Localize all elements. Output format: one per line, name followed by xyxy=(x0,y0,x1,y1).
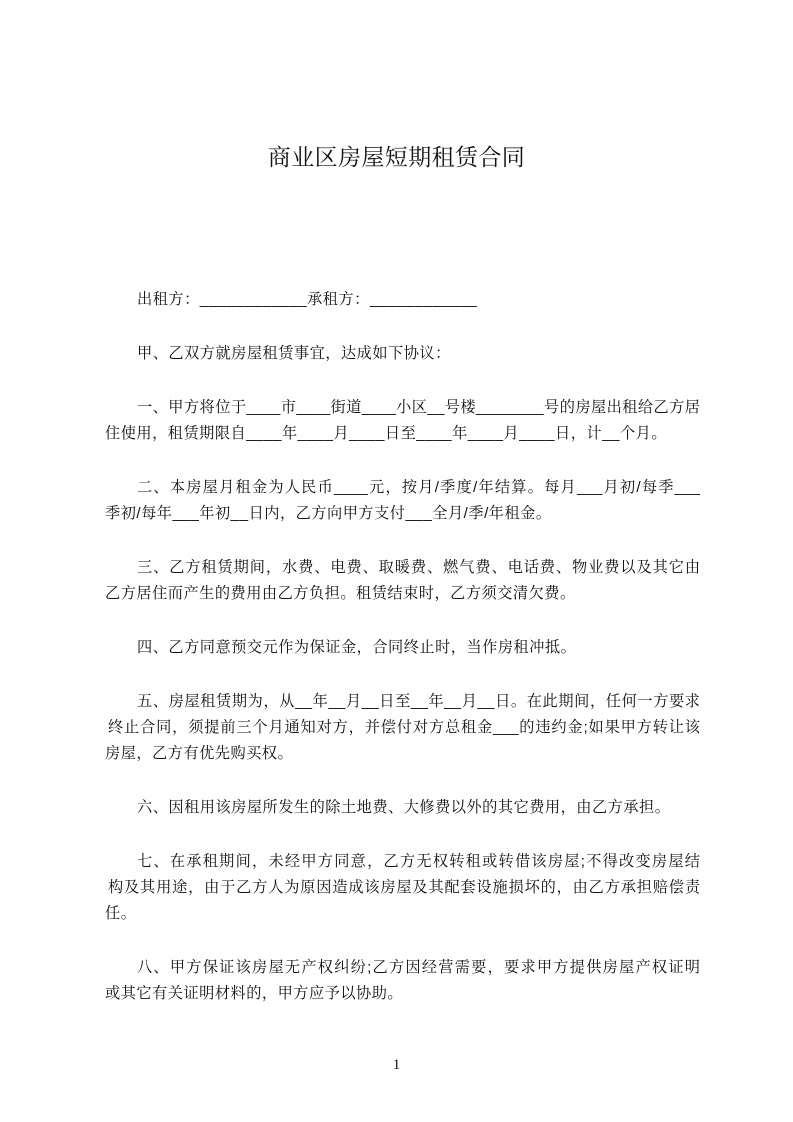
clause-3 xyxy=(105,555,700,607)
page-number: 1 xyxy=(392,1057,401,1073)
parties-line: 出租方：____________承租方：____________ xyxy=(137,291,478,308)
clause-7 xyxy=(105,849,700,927)
clause-line: 构及其用途，由于乙方人为原因造成该房屋及其配套设施损坏的，由乙方承担赔偿责 xyxy=(108,879,700,896)
clause-line: 季初/每年___年初__日内，乙方向甲方支付___全月/季/年租金。 xyxy=(105,505,552,522)
clause-line: 二、本房屋月租金为人民币____元，按月/季度/年结算。每月___月初/每季___ xyxy=(137,479,700,496)
clause-line: 五、房屋租赁期为，从__年__月__日至__年__月__日。在此期间，任何一方要求 xyxy=(137,693,700,710)
contract-body xyxy=(105,287,700,1035)
clause-6 xyxy=(105,795,700,821)
clause-line: 房屋，乙方有优先购买权。 xyxy=(105,745,294,762)
clause-line: 八、甲方保证该房屋无产权纠纷;乙方因经营需要，要求甲方提供房屋产权证明 xyxy=(137,959,700,976)
clause-1 xyxy=(105,395,700,447)
preamble-line: 甲、乙双方就房屋租赁事宜，达成如下协议： xyxy=(137,345,451,362)
clause-line: 六、因租用该房屋所发生的除土地费、大修费以外的其它费用，由乙方承担。 xyxy=(137,799,671,816)
preamble-paragraph xyxy=(105,341,700,367)
clause-2 xyxy=(105,475,700,527)
clause-4 xyxy=(105,635,700,661)
clause-line: 四、乙方同意预交元作为保证金，合同终止时，当作房租冲抵。 xyxy=(137,639,577,656)
clause-line: 住使用，租赁期限自____年____月____日至____年____月____日，计__个月。 xyxy=(105,425,668,442)
clause-line: 终止合同，须提前三个月通知对方，并偿付对方总租金___的违约金;如果甲方转让该 xyxy=(108,719,700,736)
clause-line: 或其它有关证明材料的，甲方应予以协助。 xyxy=(105,985,404,1002)
clause-line: 一、甲方将位于____市____街道____小区__号楼________号的房屋出租给乙方居 xyxy=(137,399,700,416)
clause-line: 任。 xyxy=(105,905,137,922)
clause-line: 三、乙方租赁期间，水费、电费、取暖费、燃气费、电话费、物业费以及其它由 xyxy=(137,559,700,576)
clause-line: 乙方居住而产生的费用由乙方负担。租赁结束时，乙方须交清欠费。 xyxy=(105,585,576,602)
contract-title: 商业区房屋短期租赁合同 xyxy=(267,144,526,170)
parties-paragraph xyxy=(105,287,700,313)
clause-line: 七、在承租期间，未经甲方同意，乙方无权转租或转借该房屋;不得改变房屋结 xyxy=(137,853,700,870)
clause-8 xyxy=(105,955,700,1007)
clause-5 xyxy=(105,689,700,767)
